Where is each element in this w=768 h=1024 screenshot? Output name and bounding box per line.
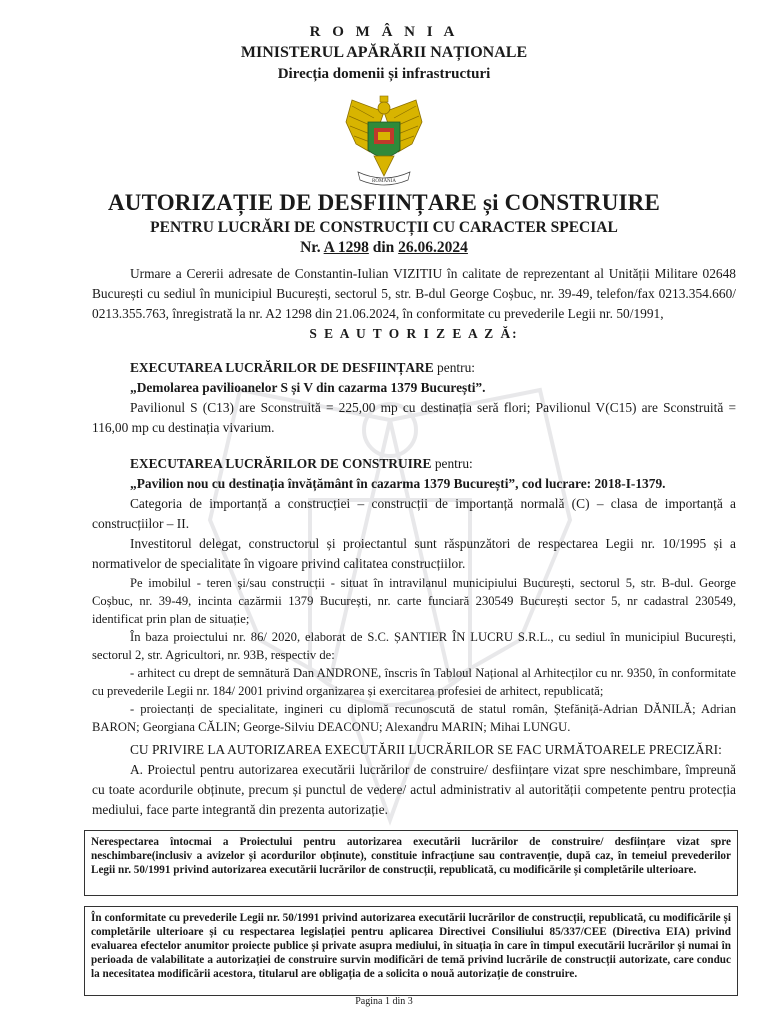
importance-category: Categoria de importanță a construcției – construcții de importanță normală (C) – clasa de importanță a construcțiilor – II. [92,496,736,531]
nr-value: A 1298 [323,239,369,256]
intro-paragraph: Urmare a Cererii adresate de Constantin-Iulian VIZITIU în calitate de reprezentant al Unității Militare 02648 București cu sediul în municipiul București, sectorul 5, str. B-dul George Coșbuc, nr. 39-49, telefon/fax 0213.354.660/ 0213.355.763, înregistrată la nr. A2 1298 din 21.06.2024, în conformitate cu prevederile Legii nr. 50/1991, [92,266,736,321]
details-section [92,574,736,736]
architect-paragraph: - arhitect cu drept de semnătură Dan ANDRONE, înscris în Tabloul Național al Arhitecților cu nr. 9350, în conformitate cu prevederile Legii nr. 184/ 2001 privind organizarea și exercitarea profesiei de arhitect, republicată; [92,666,736,698]
demolition-object: „Demolarea pavilioanelor S și V din cazarma 1379 București”. [130,380,486,395]
country-heading: R O M Â N I A [309,24,459,40]
demolition-heading: EXECUTAREA LUCRĂRILOR DE DESFIINȚARE [130,360,434,375]
conformity-box [84,906,738,996]
investor-responsibility: Investitorul delegat, constructorul și proiectantul sunt răspunzători de respectarea Legii nr. 10/1995 și a normativelor de specialitate în vigoare privind calitatea construcțiilor. [92,536,736,571]
demolition-heading-suffix: pentru: [433,360,475,375]
nr-date: 26.06.2024 [398,239,468,256]
document-title: AUTORIZAȚIE DE DESFIINȚARE și CONSTRUIRE [107,190,661,215]
demolition-details: Pavilionul S (C13) are Sconstruită = 225,00 mp cu destinația seră flori; Pavilionul V(C15) are Sconstruită = 116,00 mp cu destinația vivarium. [92,400,736,435]
construction-section [92,454,736,574]
construction-heading: EXECUTAREA LUCRĂRILOR DE CONSTRUIRE [130,456,432,471]
point-a-paragraph: A. Proiectul pentru autorizarea executării lucrărilor de construire/ desființare vizat spre neschimbare, împreună cu toate acordurile obținute, precum și punctul de vedere/ actul administrativ al autorității competente pentru protecția mediului, face parte integrantă din prezenta autorizație. [92,762,736,817]
warning-text: Nerespectarea întocmai a Proiectului pentru autorizarea executării lucrărilor de construire/ desființare vizat spre neschimbare(inclusiv a avizelor și acordurilor obținute), constituie infracțiune sau contravenție, după caz, în temeiul prevederilor Legii nr. 50/1991 privind autorizarea executării lucrărilor de construcții, republicată, cu modificările și completările ulterioare. [91,836,731,876]
clarifications-section [92,740,736,820]
project-paragraph: În baza proiectului nr. 86/ 2020, elaborat de S.C. ȘANTIER ÎN LUCRU S.R.L., cu sediul în municipiul București, sectorul 2, str. Agricultori, nr. 93B, respectiv de: [92,630,736,662]
construction-heading-suffix: pentru: [431,456,473,471]
ministry-heading: MINISTERUL APĂRĂRII NAȚIONALE [240,44,528,61]
emblem-motto: ROMÂNIA [372,179,396,184]
warning-box [84,830,738,896]
demolition-section [92,358,736,438]
nr-prefix: Nr. [300,239,321,256]
authorizes-heading: S E A U T O R I Z E A Z Ă: [309,326,519,341]
intro-section [92,264,736,344]
document-number [0,239,768,257]
clarifications-heading: CU PRIVIRE LA AUTORIZAREA EXECUTĂRII LUCRĂRILOR SE FAC URMĂTOARELE PRECIZĂRI: [130,742,722,757]
coat-of-arms-icon [344,92,424,192]
construction-object: „Pavilion nou cu destinația învățământ în cazarma 1379 București”, cod lucrare: 2018-I-1379. [130,476,666,491]
nr-mid: din [372,239,395,256]
directorate-heading: Direcția domenii și infrastructuri [277,66,491,82]
conformity-text: În conformitate cu prevederile Legii nr. 50/1991 privind autorizarea executării lucrărilor de construcții, republicată, cu modificările și completările ulterioare și cu respectarea legislației pentru aplicarea Directivei Consiliului 85/337/CEE (Directiva EIA) privind evaluarea efectelor anumitor proiecte publice și private asupra mediului, în situația în care în timpul executării lucrărilor și numai în perioada de valabilitate a autorizației de construire survin modificări de temă privind lucrările de construcții autorizate, care conduc la necesitatea modificării acestora, titularul are obligația de a solicita o nouă autorizație de construire. [91,912,731,980]
designers-paragraph: - proiectanți de specialitate, ingineri cu diplomă recunoscută de statul român, Ștefăniță-Adrian DĂNILĂ; Adrian BARON; Georgiana CĂLIN; George-Silviu DEACONU; Alexandru MARIN; Mihai LUNGU. [92,702,736,734]
property-paragraph: Pe imobilul - teren și/sau construcții - situat în intravilanul municipiului București, sectorul 5, str. B-dul. George Coșbuc, nr. 39-49, incinta cazărmii 1379 București, nr. carte funciară 230549 București sector 5, nr cadastral 230549, identificat prin plan de situație; [92,576,736,626]
page-number: Pagina 1 din 3 [355,996,413,1007]
document-subtitle: PENTRU LUCRĂRI DE CONSTRUCȚII CU CARACTER SPECIAL [150,219,618,236]
